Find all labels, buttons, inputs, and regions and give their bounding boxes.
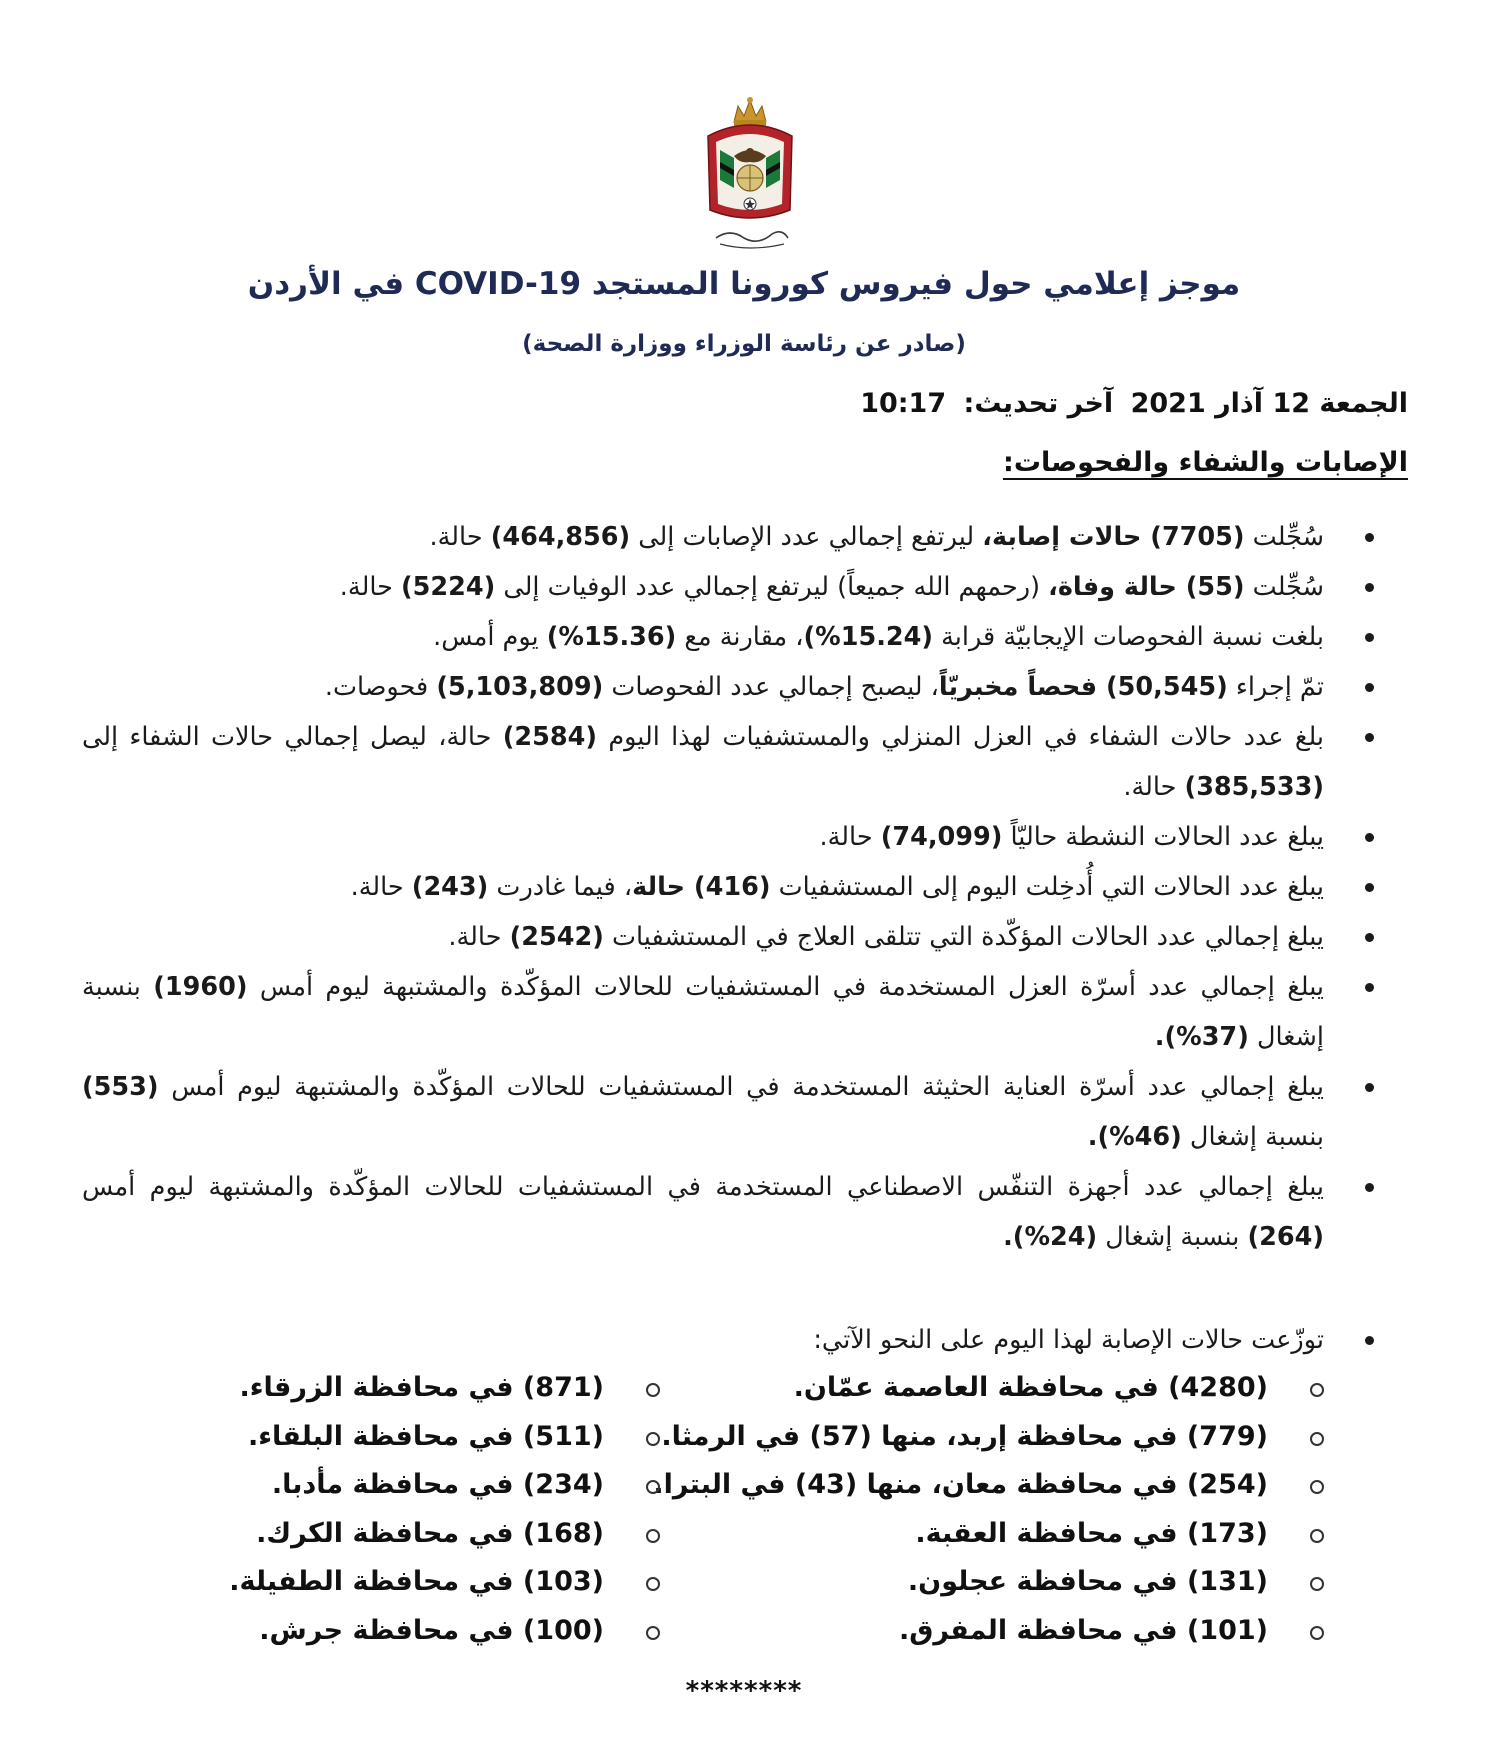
item-text: يوم أمس. (433, 622, 547, 652)
item-text: بلغ عدد حالات الشفاء في العزل المنزلي والمستشفيات لهذا اليوم (597, 722, 1324, 752)
item-text: حالة. (448, 922, 510, 952)
page-subtitle: (صادر عن رئاسة الوزراء ووزارة الصحة) (522, 331, 966, 357)
item-text: ليرتفع إجمالي عدد الإصابات إلى (630, 522, 983, 552)
item-text: حالة. (819, 822, 881, 852)
item-text: حالة. (1123, 772, 1185, 802)
highlighted-figure: (46%). (1087, 1122, 1182, 1152)
distribution-list (82, 1315, 1408, 1365)
footer-separator: ******** (685, 1676, 803, 1706)
report-date: الجمعة 12 آذار 2021 (1130, 388, 1408, 419)
highlighted-figure: (74,099) (880, 822, 1003, 852)
governorate-item: (254) في محافظة معان، منها (43) في البترا. (764, 1461, 1324, 1510)
statistics-item (82, 662, 1408, 712)
highlighted-figure: (264) (1247, 1222, 1324, 1252)
item-text: يبلغ إجمالي عدد أسرّة العزل المستخدمة في المستشفيات للحالات المؤكّدة والمشتبهة ليوم أمس (247, 972, 1324, 1002)
statistics-item (82, 812, 1408, 862)
highlighted-figure: (15.24%) (803, 622, 934, 652)
item-text: يبلغ عدد الحالات التي أُدخِلت اليوم إلى المستشفيات (770, 872, 1324, 902)
item-text: ، فيما غادرت (488, 872, 633, 902)
item-text: بلغت نسبة الفحوصات الإيجابيّة قرابة (933, 622, 1324, 652)
jordan-royal-coat-of-arms-icon (694, 92, 806, 258)
governorate-item: (234) في محافظة مأدبا. (100, 1461, 660, 1510)
section-heading: الإصابات والشفاء والفحوصات: (1003, 447, 1408, 478)
highlighted-figure: (416) حالة (632, 872, 771, 902)
item-text: يبلغ عدد الحالات النشطة حاليّاً (1002, 822, 1324, 852)
governorate-item: (4280) في محافظة العاصمة عمّان. (764, 1364, 1324, 1413)
highlighted-figure: (5,103,809) (436, 672, 604, 702)
highlighted-figure: (37%). (1154, 1022, 1249, 1052)
governorates-right-column (653, 1364, 1324, 1655)
highlighted-figure: (5224) (400, 572, 496, 602)
item-text: بنسبة إشغال (82, 972, 1324, 1052)
statistics-item (82, 562, 1408, 612)
item-text: فحوصات. (324, 672, 437, 702)
item-text: بنسبة إشغال (1181, 1122, 1324, 1152)
item-text: يبلغ إجمالي عدد أسرّة العناية الحثيثة المستخدمة في المستشفيات للحالات المؤكّدة والمشتبهة ليوم أمس (158, 1072, 1324, 1102)
governorate-item: (779) في محافظة إربد، منها (57) في الرمثا. (764, 1413, 1324, 1462)
highlighted-figure: (243) (411, 872, 489, 902)
highlighted-figure: (15.36%) (546, 622, 677, 652)
governorate-item: (168) في محافظة الكرك. (100, 1510, 660, 1559)
highlighted-figure: (7705) حالات إصابة، (982, 522, 1245, 552)
item-text: تمّ إجراء (1227, 672, 1324, 702)
highlighted-figure: (1960) (153, 972, 248, 1002)
governorate-item: (131) في محافظة عجلون. (764, 1558, 1324, 1607)
highlighted-figure: (464,856) (490, 522, 631, 552)
highlighted-figure: (55) حالة وفاة، (1048, 572, 1245, 602)
item-text: سُجِّلت (1244, 522, 1324, 552)
last-update-label: آخر تحديث: (963, 388, 1114, 419)
governorate-item: (871) في محافظة الزرقاء. (100, 1364, 660, 1413)
last-update-time: 10:17 (860, 388, 947, 419)
governorate-item: (103) في محافظة الطفيلة. (100, 1558, 660, 1607)
item-text: ، ليصبح إجمالي عدد الفحوصات (603, 672, 939, 702)
governorates-left-column (100, 1364, 660, 1655)
highlighted-figure: (50,545) فحصاً مخبريّاً (938, 672, 1228, 702)
statistics-item (82, 1062, 1408, 1162)
page-title: موجز إعلامي حول فيروس كورونا المستجد COVID-19 في الأردن (247, 266, 1241, 302)
item-text: بنسبة إشغال (1097, 1222, 1248, 1252)
item-text: يبلغ إجمالي عدد أجهزة التنفّس الاصطناعي المستخدمة في المستشفيات للحالات المؤكّدة والمشتبهة ليوم أمس (82, 1172, 1324, 1202)
item-text: حالة. (350, 872, 412, 902)
statistics-item (82, 912, 1408, 962)
highlighted-figure: (385,533) (1184, 772, 1324, 802)
statistics-list (82, 512, 1408, 1262)
governorate-item: (511) في محافظة البلقاء. (100, 1413, 660, 1462)
item-text: سُجِّلت (1244, 572, 1324, 602)
governorate-item: (100) في محافظة جرش. (100, 1607, 660, 1656)
highlighted-figure: (24%). (1003, 1222, 1098, 1252)
item-text: يبلغ إجمالي عدد الحالات المؤكّدة التي تتلقى العلاج في المستشفيات (603, 922, 1324, 952)
highlighted-figure: (2542) (509, 922, 604, 952)
item-text: حالة. (339, 572, 401, 602)
item-text: حالة. (429, 522, 491, 552)
statistics-item (82, 962, 1408, 1062)
item-text: ، مقارنة مع (676, 622, 804, 652)
governorate-item: (173) في محافظة العقبة. (764, 1510, 1324, 1559)
item-text: حالة، ليصل إجمالي حالات الشفاء إلى (82, 722, 503, 752)
governorate-item: (101) في محافظة المفرق. (764, 1607, 1324, 1656)
highlighted-figure: (2584) (502, 722, 598, 752)
highlighted-figure: (553) (82, 1072, 159, 1102)
statistics-item (82, 1162, 1408, 1262)
statistics-item (82, 512, 1408, 562)
statistics-item (82, 612, 1408, 662)
distribution-intro: توزّعت حالات الإصابة لهذا اليوم على النحو الآتي: (82, 1315, 1408, 1365)
statistics-item (82, 712, 1408, 812)
statistics-item (82, 862, 1408, 912)
date-line (852, 388, 1408, 419)
item-text: (رحمهم الله جميعاً) ليرتفع إجمالي عدد الوفيات إلى (495, 572, 1049, 602)
